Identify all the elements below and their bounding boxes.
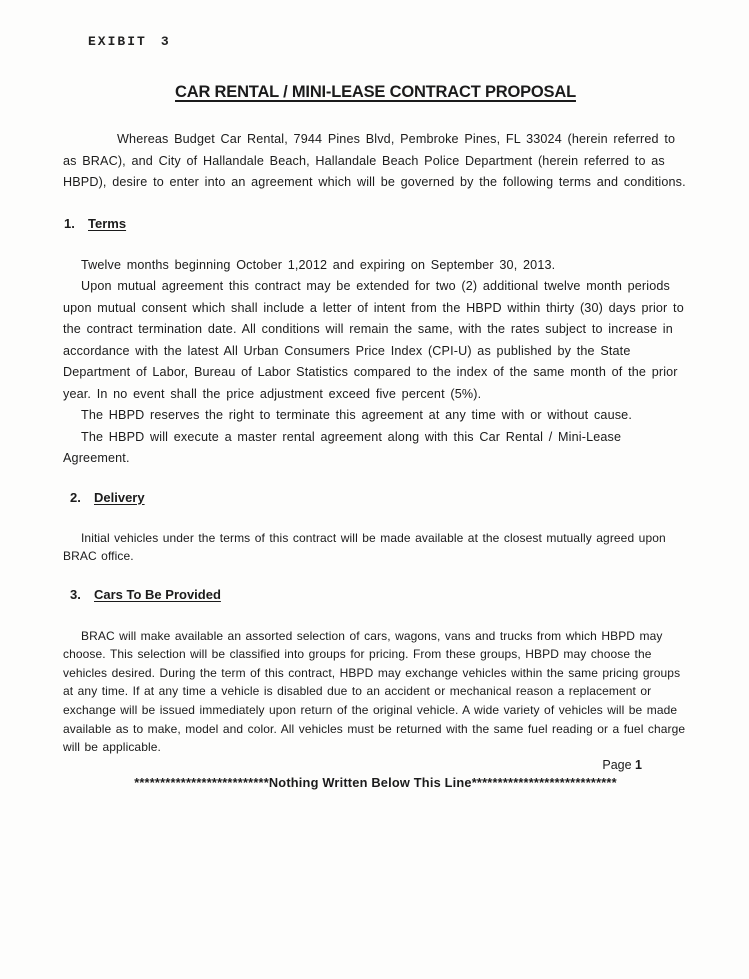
- terms-paragraph-termination: The HBPD reserves the right to terminate this agreement at any time with or without cause.: [81, 408, 632, 422]
- page-number: [63, 758, 688, 772]
- intro-paragraph: Whereas Budget Car Rental, 7944 Pines Blvd, Pembroke Pines, FL 33024 (herein referred to as BRAC), and City of Hallandale Beach, Hallandale Beach Police Department (herein referred to as HBPD), desire to enter into an agreement which will be governed by the following terms and conditions.: [63, 132, 686, 189]
- section-label: Terms: [88, 215, 127, 231]
- section-heading-cars: [70, 587, 688, 602]
- terms-paragraph-duration: Twelve months beginning October 1,2012 and expiring on September 30, 2013.: [81, 257, 556, 272]
- delivery-paragraph: Initial vehicles under the terms of this contract will be made available at the closest mutually agreed upon BRAC office.: [63, 530, 666, 564]
- section-heading-delivery: [70, 490, 688, 505]
- page-word: Page: [602, 757, 632, 772]
- exhibit-number: 3: [160, 34, 171, 49]
- section-label: Cars To Be Provided: [94, 586, 221, 602]
- terms-paragraph-master-agreement: The HBPD will execute a master rental agreement along with this Car Rental / Mini-Lease Agreement.: [63, 429, 622, 465]
- cars-paragraph: BRAC will make available an assorted selection of cars, wagons, vans and trucks from which HBPD may choose. This selection will be classified into groups for pricing. From these groups, HBPD may choose the vehicles desired. During the term of this contract, HBPD may exchange vehicles within the same pricing groups at any time. If at any time a vehicle is disabled due to an accident or mechanical reason a replacement or exchange will be issued immediately upon return of the original vehicle. A wide variety of vehicles will be made available as to make, model and color. All vehicles must be returned with the same fuel reading or a fuel charge will be applicable.: [63, 628, 686, 755]
- exhibit-label: [88, 34, 688, 49]
- document-title: CAR RENTAL / MINI-LEASE CONTRACT PROPOSAL: [175, 83, 576, 101]
- section-label: Delivery: [94, 489, 145, 505]
- nothing-written-below-line: **************************Nothing Written Below This Line****************************: [134, 774, 617, 790]
- terms-paragraph-extension: Upon mutual agreement this contract may be extended for two (2) additional twelve month periods upon mutual consent which shall include a letter of intent from the HBPD within thirty (30) days prior to the contract termination date. All conditions will remain the same, with the rates subject to increase in accordance with the latest All Urban Consumers Price Index (CPI-U) as published by the State Department of Labor, Bureau of Labor Statistics compared to the index of the same month of the prior year. In no event shall the price adjustment exceed five percent (5%).: [63, 279, 684, 401]
- section-number: 2.: [70, 489, 81, 505]
- section-number: 1.: [64, 215, 75, 231]
- section-heading-terms: [64, 216, 688, 231]
- section-number: 3.: [70, 586, 81, 602]
- page-num: 1: [635, 757, 642, 772]
- exhibit-word: EXIBIT: [88, 34, 147, 49]
